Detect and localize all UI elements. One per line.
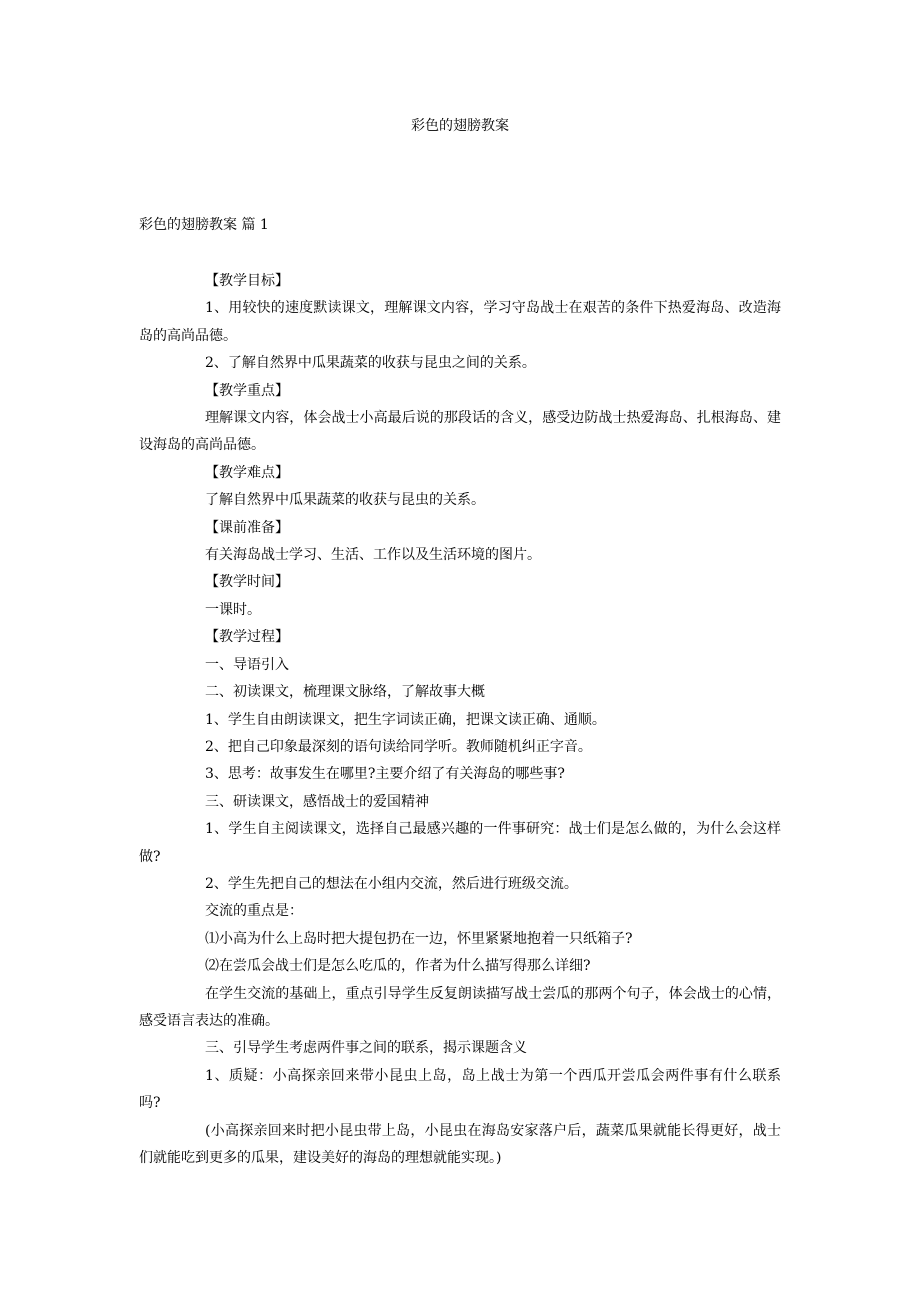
paragraph-process-heading: 【教学过程】 (205, 629, 289, 646)
paragraph-connection-question: 1、质疑：小高探亲回来带小昆虫上岛，岛上战士为第一个西瓜开尝瓜会两件事有什么联系吗? (139, 1067, 781, 1112)
paragraph-discussion-focus: 交流的重点是： (205, 903, 303, 920)
paragraph-step-first-reading: 二、初读课文，梳理课文脉络，了解故事大概 (205, 684, 485, 701)
paragraph-preparation: 有关海岛战士学习、生活、工作以及生活环境的图片。 (205, 547, 541, 564)
paragraph-step-intro: 一、导语引入 (205, 656, 289, 673)
paragraph-objective-1: 1、用较快的速度默读课文，理解课文内容，学习守岛战士在艰苦的条件下热爱海岛、改造海岛的高尚品德。 (139, 300, 781, 344)
document-title: 彩色的翅膀教案 (411, 118, 509, 134)
paragraph-study-1: 1、学生自主阅读课文，选择自己最感兴趣的一件事研究：战士们是怎么做的，为什么会这样做? (139, 821, 781, 865)
paragraph-connection-answer: (小高探亲回来时把小昆虫带上岛，小昆虫在海岛安家落户后，蔬菜瓜果就能长得更好，战士们就能吃到更多的瓜果，建设美好的海岛的理想就能实现。) (139, 1122, 781, 1166)
paragraph-guided-reading: 在学生交流的基础上，重点引导学生反复朗读描写战士尝瓜的那两个句子，体会战士的心情，感受语言表达的准确。 (139, 985, 781, 1029)
paragraph-first-reading-1: 1、学生自由朗读课文，把生字词读正确，把课文读正确、通顺。 (205, 711, 606, 728)
section-heading: 彩色的翅膀教案 篇 1 (139, 217, 269, 233)
paragraph-objectives-heading: 【教学目标】 (205, 273, 289, 289)
paragraph-first-reading-2: 2、把自己印象最深刻的语句读给同学听。教师随机纠正字音。 (205, 738, 592, 755)
paragraph-time-heading: 【教学时间】 (205, 574, 289, 591)
paragraph-time: 一课时。 (205, 601, 261, 618)
paragraph-study-2: 2、学生先把自己的想法在小组内交流，然后进行班级交流。 (205, 875, 578, 892)
paragraph-key-points: 理解课文内容，体会战士小高最后说的那段话的含义，感受边防战士热爱海岛、扎根海岛、建设海岛的高尚品德。 (139, 410, 781, 454)
paragraph-step-connection: 三、引导学生考虑两件事之间的联系，揭示课题含义 (205, 1040, 527, 1057)
paragraph-discussion-1: ⑴小高为什么上岛时把大提包扔在一边，怀里紧紧地抱着一只纸箱子? (205, 930, 633, 947)
paragraph-difficulties-heading: 【教学难点】 (205, 464, 289, 481)
paragraph-key-points-heading: 【教学重点】 (205, 382, 289, 399)
paragraph-first-reading-3: 3、思考：故事发生在哪里?主要介绍了有关海岛的哪些事? (205, 766, 565, 783)
paragraph-difficulties: 了解自然界中瓜果蔬菜的收获与昆虫的关系。 (205, 492, 485, 509)
paragraph-step-study: 三、研读课文，感悟战士的爱国精神 (205, 793, 429, 810)
paragraph-preparation-heading: 【课前准备】 (205, 519, 289, 536)
document-body (139, 268, 781, 1172)
paragraph-objective-2: 2、了解自然界中瓜果蔬菜的收获与昆虫之间的关系。 (205, 355, 536, 372)
paragraph-discussion-2: ⑵在尝瓜会战士们是怎么吃瓜的，作者为什么描写得那么详细? (205, 958, 591, 975)
